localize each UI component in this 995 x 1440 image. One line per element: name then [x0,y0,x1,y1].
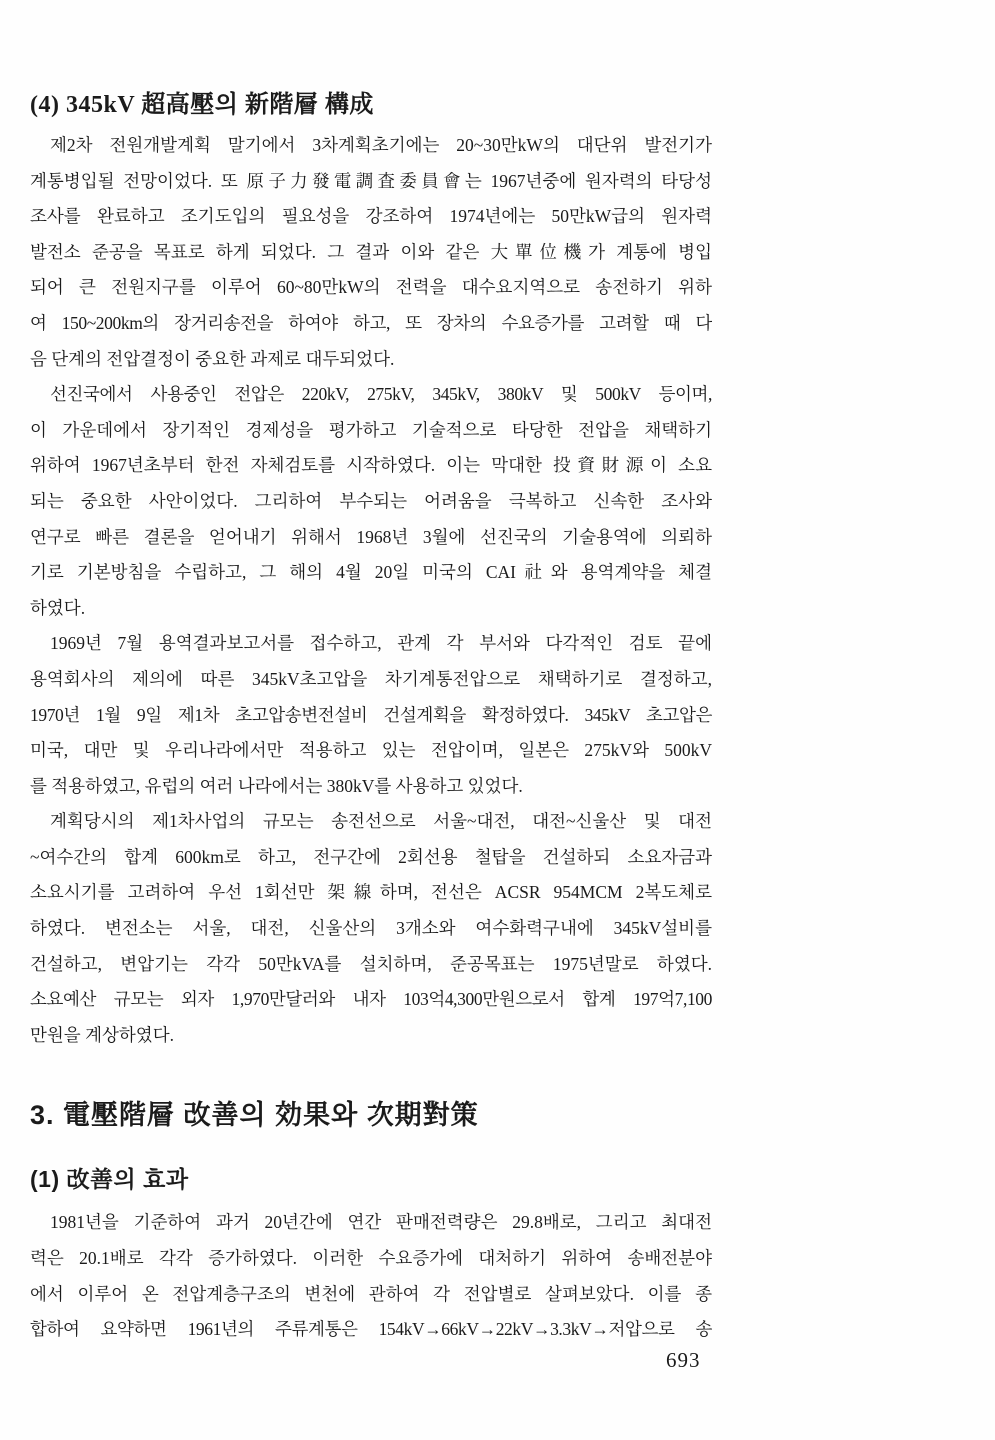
paragraph-line: 를 적용하였고, 유럽의 여러 나라에서는 380kV를 사용하고 있었다. [30,775,523,796]
paragraph-line: 발전소 준공을 목표로 하게 되었다. 그 결과 이와 같은 大單位機가 계통에 병입 [30,241,712,262]
paragraph-line: 기로 기본방침을 수립하고, 그 해의 4월 20일 미국의 CAI社와 용역계약을 체결 [30,562,712,583]
paragraph-line: 계획당시의 제1차사업의 규모는 송전선으로 서울~대전, 대전~신울산 및 대전 [50,811,712,832]
paragraph-line: 하였다. 변전소는 서울, 대전, 신울산의 3개소와 여수화력구내에 345kV설비를 [30,918,712,939]
paragraph-line: 하였다. [30,597,86,618]
paragraph-line: 조사를 완료하고 조기도입의 필요성을 강조하여 1974년에는 50만kW급의 원자력 [30,206,712,227]
section-title: (4) 345kV 超高壓의 新階層 構成 [30,92,374,118]
paragraph-line: 연구로 빠른 결론을 얻어내기 위해서 1968년 3월에 선진국의 기술용역에 의뢰하 [30,526,712,547]
paragraph-line: 되는 중요한 사안이었다. 그리하여 부수되는 어려움을 극복하고 신속한 조사와 [30,490,712,511]
paragraph-line: 여 150~200km의 장거리송전을 하여야 하고, 또 장차의 수요증가를 고려할 때 다 [30,312,712,333]
paragraph-line: 에서 이루어 온 전압계층구조의 변천에 관하여 각 전압별로 살펴보았다. 이를 종 [30,1283,712,1304]
paragraph-line: ~여수간의 합계 600km로 하고, 전구간에 2회선용 철탑을 건설하되 소요자금과 [30,846,712,867]
paragraph-line: 계통병입될 전망이었다. 또 原子力發電調査委員會는 1967년중에 원자력의 타당성 [30,170,712,191]
text-column [30,84,712,1348]
paragraph-line: 위하여 1967년초부터 한전 자체검토를 시작하였다. 이는 막대한 投資財源이 소요 [30,455,712,476]
paragraph-line: 합하여 요약하면 1961년의 주류계통은 154kV→66kV→22kV→3.3kV→저압으로 송 [30,1319,712,1340]
paragraph-line: 제2차 전원개발계획 말기에서 3차계획초기에는 20~30만kW의 대단위 발전기가 [50,135,712,155]
paragraph-line: 1981년을 기준하여 과거 20년간에 연간 판매전력량은 29.8배로, 그리고 최대전 [50,1212,712,1233]
subsection-heading: (1) 改善의 효과 [30,1166,189,1193]
paragraph-line: 소요시기를 고려하여 우선 1회선만 架線하며, 전선은 ACSR 954MCM 2복도체로 [30,882,712,903]
paragraph-line: 만원을 계상하였다. [30,1024,174,1045]
paragraph-line: 이 가운데에서 장기적인 경제성을 평가하고 기술적으로 타당한 전압을 채택하기 [30,419,712,440]
chapter-heading: 3. 電壓階層 改善의 効果와 次期對策 [30,1100,479,1131]
paragraph-line: 건설하고, 변압기는 각각 50만kVA를 설치하며, 준공목표는 1975년말로 하였다. [30,953,712,974]
page-number: 693 [666,1348,701,1372]
paragraph-line: 1969년 7월 용역결과보고서를 접수하고, 관계 각 부서와 다각적인 검토 끝에 [50,633,712,654]
paragraph-line: 미국, 대만 및 우리나라에서만 적용하고 있는 전압이며, 일본은 275kV와 500kV [30,740,712,761]
paragraph-line: 선진국에서 사용중인 전압은 220kV, 275kV, 345kV, 380kV 및 500kV 등이며, [50,384,712,405]
paragraph-line: 음 단계의 전압결정이 중요한 과제로 대두되었다. [30,348,395,369]
paragraph-line: 1970년 1월 9일 제1차 초고압송변전설비 건설계획을 확정하였다. 345kV 초고압은 [30,704,712,725]
paragraph-line: 력은 20.1배로 각각 증가하였다. 이러한 수요증가에 대처하기 위하여 송배전분야 [30,1248,712,1269]
paragraph-line: 소요예산 규모는 외자 1,970만달러와 내자 103억4,300만원으로서 합계 197억7,100 [30,989,712,1010]
paragraph-line: 용역회사의 제의에 따른 345kV초고압을 차기계통전압으로 채택하기로 결정하고, [30,668,712,689]
paragraph-line: 되어 큰 전원지구를 이루어 60~80만kW의 전력을 대수요지역으로 송전하기 위하 [30,277,712,298]
